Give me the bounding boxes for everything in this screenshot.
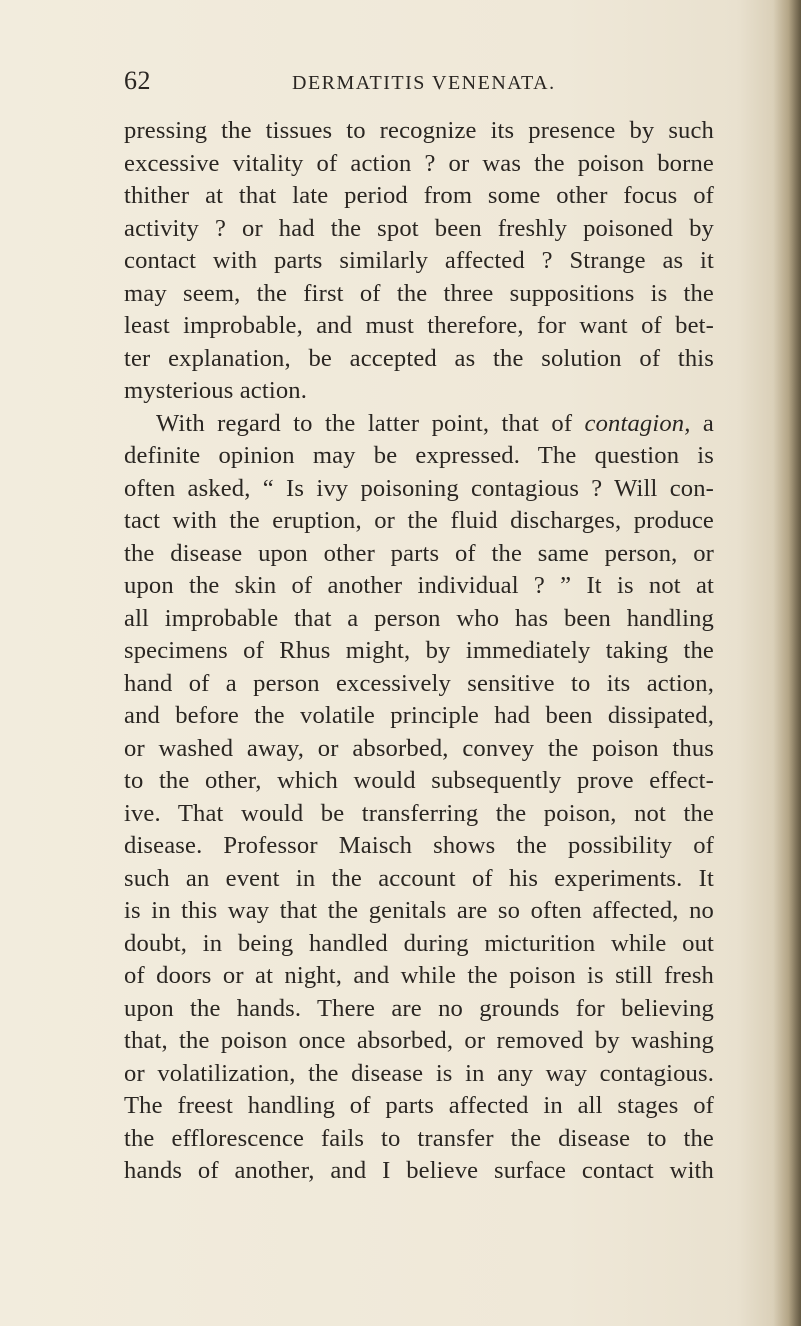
text-line: thither at that late period from some other focus of — [124, 182, 714, 209]
text-line: doubt, in being handled during micturition while out — [124, 929, 714, 957]
text-segment: a — [702, 409, 714, 437]
text-line: tact with the eruption, or the fluid discharges, produce — [124, 507, 714, 534]
text-line: hand of a person excessively sensitive to its action, — [124, 669, 714, 697]
text-segment: With regard to the latter point, that of — [156, 409, 573, 437]
body-text — [124, 115, 714, 1188]
text-line: upon the hands. There are no grounds for believing — [124, 994, 714, 1022]
running-head: DERMATITIS VENENATA. — [292, 72, 556, 94]
text-line: may seem, the first of the three suppositions is the — [124, 279, 714, 307]
text-line: ter explanation, be accepted as the solution of this — [124, 344, 714, 372]
text-line: or volatilization, the disease is in any way contagious. — [124, 1059, 714, 1087]
text-line: of doors or at night, and while the poison is still fresh — [124, 962, 714, 989]
text-line: definite opinion may be expressed. The question is — [124, 442, 714, 469]
text-line: specimens of Rhus might, by immediately taking the — [124, 637, 714, 664]
text-line: is in this way that the genitals are so often affected, no — [124, 897, 714, 924]
text-line: excessive vitality of action ? or was the poison borne — [124, 149, 714, 177]
text-line: The freest handling of parts affected in all stages of — [124, 1092, 714, 1119]
page-number: 62 — [124, 66, 151, 95]
text-line: activity ? or had the spot been freshly poisoned by — [124, 214, 714, 242]
text-line: ive. That would be transferring the poison, not the — [124, 799, 714, 827]
text-line: the efflorescence fails to transfer the disease to the — [124, 1124, 714, 1152]
italic-term: contagion, — [584, 409, 691, 437]
text-line: all improbable that a person who has been handling — [124, 604, 714, 632]
text-line: to the other, which would subsequently prove effect- — [124, 767, 714, 794]
text-line: least improbable, and must therefore, for want of bet- — [124, 312, 714, 339]
page-header — [124, 66, 708, 100]
text-line: or washed away, or absorbed, convey the poison thus — [124, 734, 714, 762]
text-line: contact with parts similarly affected ? Strange as it — [124, 247, 714, 274]
text-line: the disease upon other parts of the same person, or — [124, 539, 714, 567]
page-edge-shadow — [773, 0, 801, 1326]
text-line: mysterious action. — [124, 377, 308, 404]
text-line: hands of another, and I believe surface contact with — [124, 1157, 714, 1184]
text-line: that, the poison once absorbed, or removed by washing — [124, 1027, 714, 1054]
text-line: upon the skin of another individual ? ” It is not at — [124, 572, 714, 599]
text-line: such an event in the account of his experiments. It — [124, 864, 714, 892]
text-line: pressing the tissues to recognize its presence by such — [124, 117, 714, 144]
text-line: and before the volatile principle had been dissipated, — [124, 702, 714, 729]
text-line: often asked, “ Is ivy poisoning contagious ? Will con- — [124, 474, 714, 502]
paragraph-start-line — [124, 408, 714, 441]
text-line: disease. Professor Maisch shows the possibility of — [124, 832, 714, 859]
